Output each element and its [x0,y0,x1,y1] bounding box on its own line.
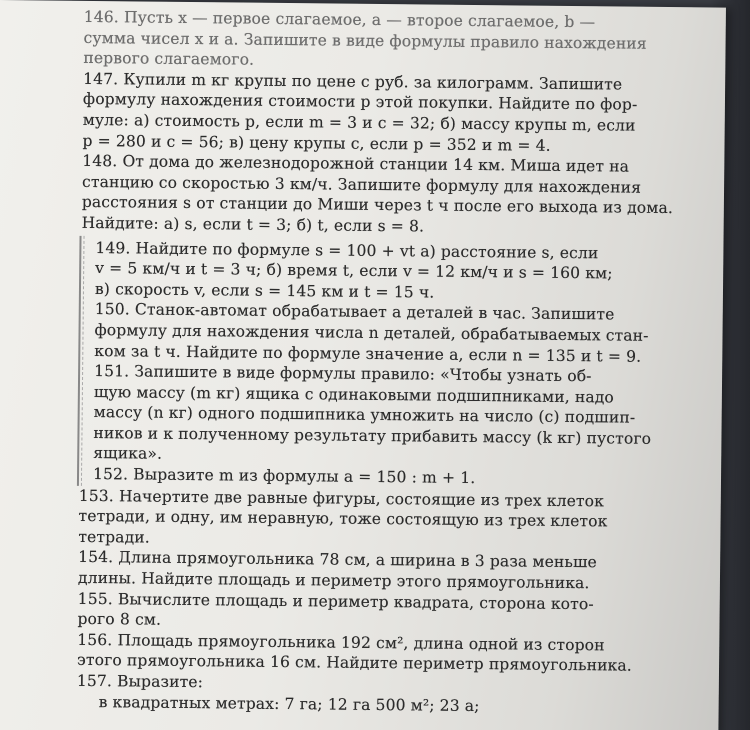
problem-line: 156. Площадь прямоугольника 192 см², длина одной из сторон [77,630,605,655]
problem-line: этого прямоугольника 16 см. Найдите периметр прямоугольника. [76,651,633,676]
problem-line: первого слагаемого. [83,49,255,69]
problem-line: p = 280 и c = 56; в) цену крупы c, если p = 352 и m = 4. [82,131,551,155]
problem-line: 150. Станок-автомат обрабатывает a деталей в час. Запишите [94,300,615,324]
problem-line: ящика». [93,444,163,464]
problem-line: ников и к полученному результату прибавить массу (k кг) пустого [93,423,652,448]
problem-154 [78,547,718,595]
problem-line: 149. Найдите по формуле s = 100 + vt а) расстояние s, если [95,238,599,262]
problem-157 [77,671,717,719]
margin-bar-marker [77,235,85,485]
problem-line: 155. Вычислите площадь и периметр квадрата, сторона кото- [77,589,594,613]
problem-line: ком за t ч. Найдите по формуле значение a, если n = 135 и t = 9. [94,341,642,366]
problem-line: станцию со скоростью 3 км/ч. Запишите формулу для нахождения [82,172,642,197]
problem-line: тетради, и одну, им неравную, тоже состоящую из трех клеток [78,507,608,531]
problem-line: 157. Выразите: [76,671,204,692]
problem-line: 146. Пусть x — первое слагаемое, a — второе слагаемое, b — [83,7,596,32]
problem-line: 152. Выразите m из формулы a = 150 : m + 1. [92,465,476,488]
problem-line: тетради. [78,527,150,547]
problem-150 [94,299,721,367]
problem-line: щую массу (m кг) ящика с одинаковыми подшипниками, надо [93,382,615,407]
problem-153 [78,486,719,554]
problem-line: 154. Длина прямоугольника 78 см, а ширина в 3 раза меньше [78,548,598,572]
problem-line: рого 8 см. [77,610,162,629]
problem-line: v = 5 км/ч и t = 3 ч; б) время t, если v = 12 км/ч и s = 160 км; [95,259,613,283]
problem-149 [95,238,722,306]
problem-list [77,7,724,719]
problem-156 [77,630,717,678]
problem-151 [93,361,720,471]
problem-146 [83,7,724,75]
problem-line: формулу нахождения стоимости p этой покупки. Найдите по фор- [82,90,638,115]
problem-line: длины. Найдите площадь и периметр этого прямоугольника. [77,568,590,593]
problem-line: Найдите: а) s, если t = 3; б) t, если s = 8. [81,213,425,236]
problem-line: расстояния s от станции до Миши через t ч после его выхода из дома. [81,193,674,218]
problem-line: массу (n кг) одного подшипника умножить на число (c) подшип- [93,403,636,427]
problem-line: 147. Купили m кг крупы по цене c руб. за килограмм. Запишите [83,69,623,94]
problem-line: 153. Начертите две равные фигуры, состоящие из трех клеток [78,486,605,511]
problem-line: сумма чисел x и a. Запишите в виде формулы правило нахождения [83,28,647,53]
problem-line: муле: а) стоимость p, если m = 3 и c = 32; б) массу крупы m, если [82,110,636,135]
problem-line: 148. От дома до железнодорожной станции 14 км. Миша идет на [82,152,630,176]
boxed-problems-block [77,235,722,492]
problem-line: в квадратных метрах: 7 га; 12 га 500 м²; 23 а; [98,692,480,715]
problem-line: формулу для нахождения числа n деталей, обрабатываемых стан- [94,320,649,345]
problem-155 [77,588,717,636]
problem-line: 151. Запишите в виде формулы правило: «Чтобы узнать об- [94,362,592,386]
problem-147 [82,69,723,158]
problem-148 [82,151,723,240]
problem-line: в) скорость v, если s = 145 км и t = 15 ч. [94,279,435,302]
